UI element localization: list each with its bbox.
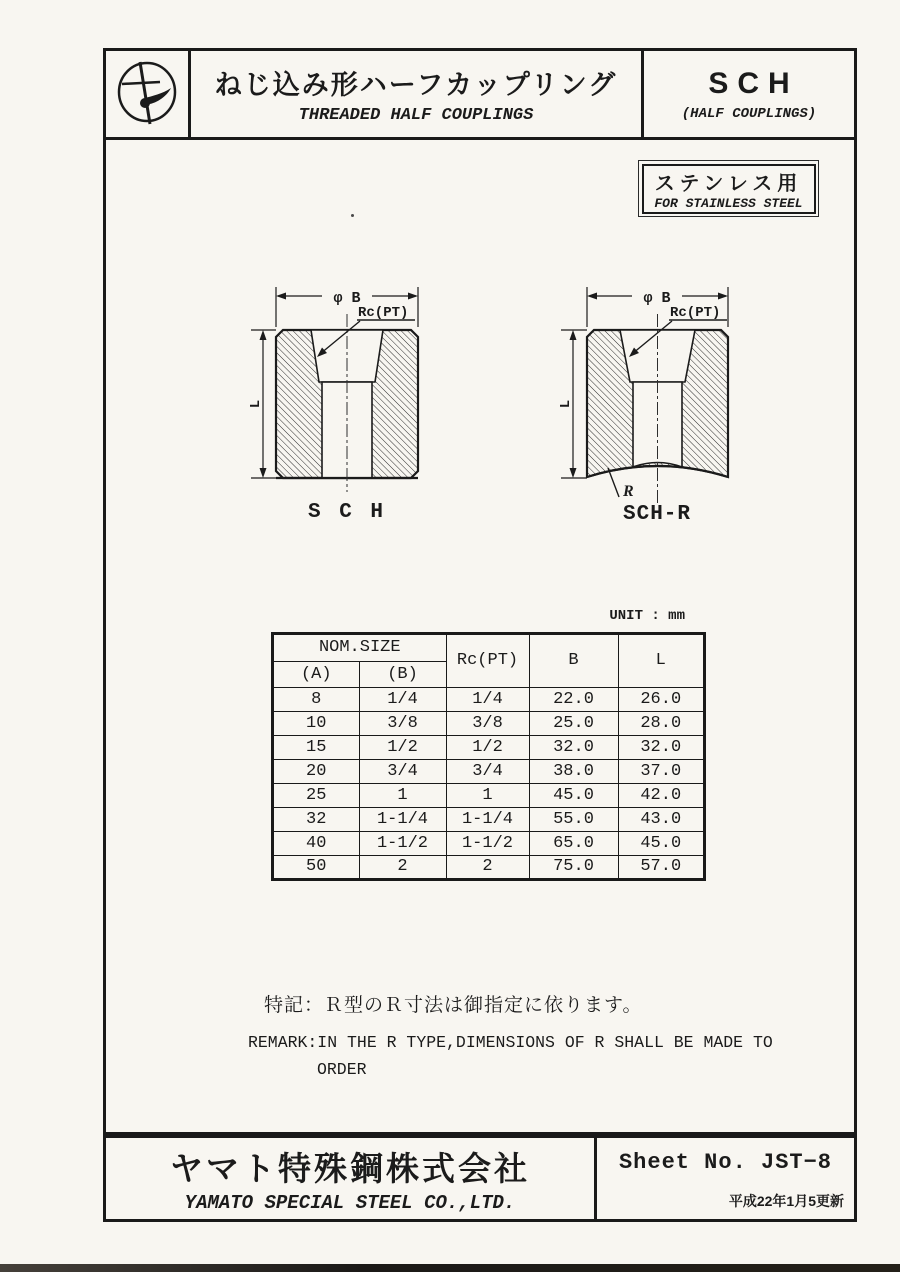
scan-edge-band [0,1264,900,1272]
dimension-table [272,633,705,880]
table-header-row-1 [273,634,704,661]
col-header-a: (A) [273,661,359,687]
dim-radius-label: R [623,483,634,500]
col-header-l: L [618,634,704,687]
cell-rc: 1/2 [446,735,529,759]
cell-a: 32 [273,807,359,831]
cell-a: 50 [273,855,359,879]
cell-rc: 1/4 [446,687,529,711]
cell-b: 1 [359,783,446,807]
table-row [273,855,704,879]
dim-dia-label-r: φ B [643,290,671,307]
dim-dia-label: φ B [333,290,361,307]
cell-b: 1-1/2 [359,831,446,855]
dim-thread-label-r: Rc(PT) [670,305,721,321]
cell-ldim: 26.0 [618,687,704,711]
table-row [273,831,704,855]
product-code: SCH [708,66,799,100]
cell-a: 10 [273,711,359,735]
cell-bdim: 22.0 [529,687,618,711]
page-title-en: THREADED HALF COUPLINGS [298,106,534,125]
logo-cell [106,51,191,137]
table-row [273,783,704,807]
cell-rc: 1 [446,783,529,807]
title-cell [191,51,641,137]
cell-b: 1/2 [359,735,446,759]
cell-bdim: 55.0 [529,807,618,831]
remark-ja: 特記：Ｒ型のＲ寸法は御指定に依ります。 [264,995,643,1016]
dim-thread-label: Rc(PT) [358,305,409,321]
cell-ldim: 37.0 [618,759,704,783]
col-header-b: B [529,634,618,687]
sch-caption: S C H [307,501,386,524]
cell-b: 1-1/4 [359,807,446,831]
table-row [273,735,704,759]
footer-block [103,1135,857,1222]
cell-ldim: 28.0 [618,711,704,735]
table-row [273,807,704,831]
product-code-sub: (HALF COUPLINGS) [681,105,817,122]
stainless-badge-en: FOR STAINLESS STEEL [654,195,803,211]
cell-ldim: 43.0 [618,807,704,831]
sheet-number: Sheet No. JST−8 [618,1150,833,1175]
page-title-ja: ねじ込み形ハーフカップリング [214,70,618,100]
cell-rc: 3/4 [446,759,529,783]
cell-ldim: 42.0 [618,783,704,807]
stainless-badge-inner [642,164,816,214]
cell-bdim: 32.0 [529,735,618,759]
remark-en-line1: REMARK:IN THE R TYPE,DIMENSIONS OF R SHALL BE MADE TO [248,1033,773,1052]
table-row [273,711,704,735]
company-name-ja: ヤマト特殊鋼株式会社 [170,1150,530,1187]
cell-a: 8 [273,687,359,711]
title-block [106,51,854,140]
remark-en-line2: ORDER [317,1060,367,1079]
sch-r-drawing [548,278,793,528]
cell-rc: 2 [446,855,529,879]
cell-rc: 1-1/2 [446,831,529,855]
cell-ldim: 32.0 [618,735,704,759]
sheet-no-cell [594,1138,854,1219]
cell-ldim: 45.0 [618,831,704,855]
product-code-cell [641,51,854,137]
cell-b: 3/4 [359,759,446,783]
cell-ldim: 57.0 [618,855,704,879]
cell-bdim: 65.0 [529,831,618,855]
col-header-rc: Rc(PT) [446,634,529,687]
sch-r-caption: SCH-R [622,503,691,526]
cell-rc: 3/8 [446,711,529,735]
cell-a: 15 [273,735,359,759]
company-cell [106,1138,594,1219]
cell-bdim: 38.0 [529,759,618,783]
cell-rc: 1-1/4 [446,807,529,831]
cell-b: 1/4 [359,687,446,711]
stainless-badge [638,160,819,217]
stainless-badge-ja: ステンレス用 [654,172,803,195]
table-row [273,687,704,711]
col-header-b-inch: (B) [359,661,446,687]
col-header-nom-size: NOM.SIZE [273,634,446,661]
dim-height-label-r: L [558,399,574,409]
revision-date: 平成22年1月5更新 [728,1193,844,1209]
cell-b: 2 [359,855,446,879]
dim-height-label: L [248,399,264,409]
scan-speck [351,214,354,217]
cell-b: 3/8 [359,711,446,735]
cell-bdim: 75.0 [529,855,618,879]
cell-bdim: 25.0 [529,711,618,735]
cell-a: 25 [273,783,359,807]
cell-a: 20 [273,759,359,783]
table-row [273,759,704,783]
unit-label: UNIT : mm [609,608,685,624]
company-logo-icon [114,60,180,128]
cell-a: 40 [273,831,359,855]
sch-drawing [240,278,460,528]
cell-bdim: 45.0 [529,783,618,807]
company-name-en: YAMATO SPECIAL STEEL CO.,LTD. [184,1192,516,1214]
